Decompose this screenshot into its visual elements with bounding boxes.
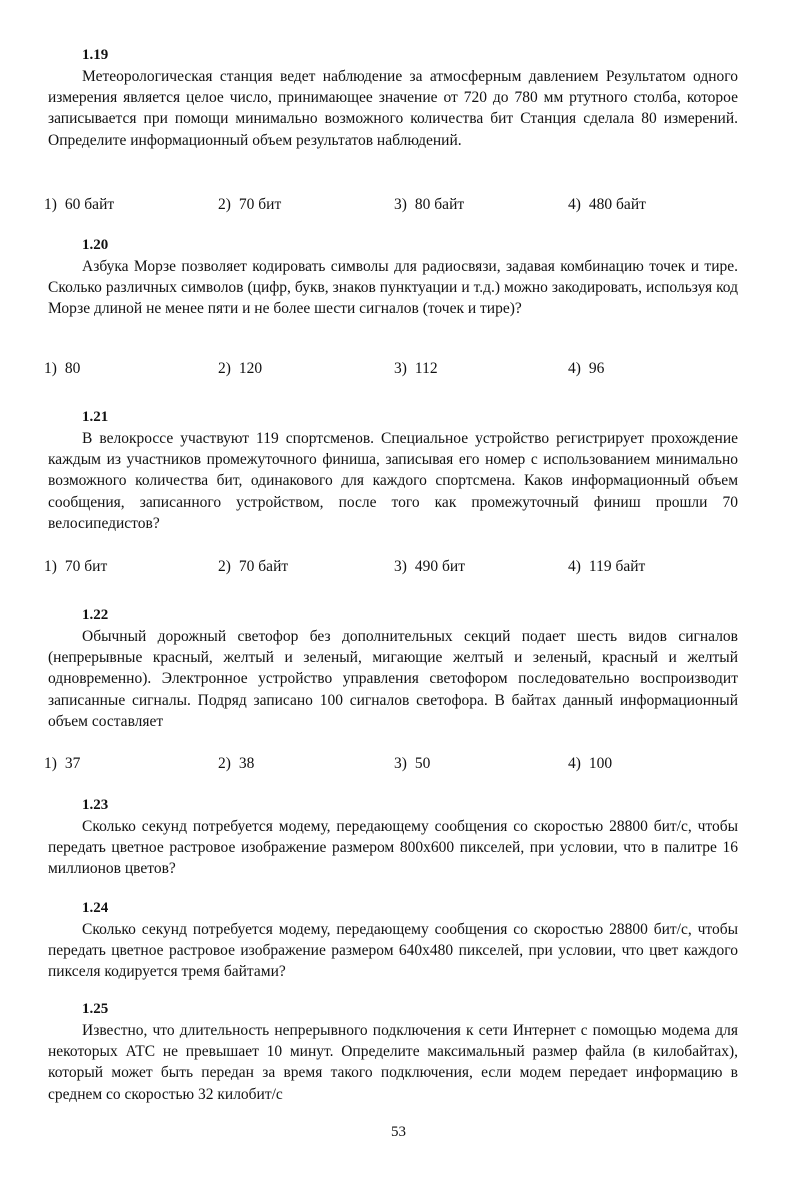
problem-text: Известно, что длительность непрерывного подключения к сети Интернет с помощью модема для некоторых АТС не превышает 10 минут. Определите максимальный размер файла (в килобайтах), который может быть передан за время такого подключения, если модем передает информацию в среднем со скоростью 32 килобит/с	[48, 1022, 738, 1103]
answer-options	[44, 360, 744, 382]
answer-option: 3) 80 байт	[394, 196, 465, 213]
problem-number: 1.23	[82, 797, 109, 813]
answer-option: 4) 96	[568, 360, 605, 377]
answer-option: 4) 100	[568, 755, 613, 772]
answer-option: 2) 70 байт	[218, 558, 289, 575]
answer-option: 2) 120	[218, 360, 263, 377]
answer-options	[44, 196, 744, 218]
answer-option: 3) 112	[394, 360, 438, 377]
problem-text: В велокроссе участвуют 119 спортсменов. Специальное устройство регистрирует прохождение каждым из участников промежуточного финиша, записывая его номер с использованием минимально возможного количества бит, одинакового для каждого спортсмена. Каков информационный объем сообщения, записанного устройством, после того как промежуточный финиш прошли 70 велосипедистов?	[48, 430, 738, 532]
answer-options	[44, 755, 744, 777]
problem-1-22	[48, 604, 738, 732]
answer-option: 4) 480 байт	[568, 196, 646, 213]
problem-1-25	[48, 998, 738, 1105]
problem-1-19	[48, 44, 738, 151]
problem-number: 1.22	[82, 607, 109, 623]
problem-number: 1.24	[82, 900, 109, 916]
answer-option: 1) 70 бит	[44, 558, 108, 575]
answer-options	[44, 558, 744, 580]
problem-number: 1.20	[82, 237, 109, 253]
problem-number: 1.19	[82, 47, 109, 63]
problem-number: 1.21	[82, 409, 109, 425]
problem-text: Азбука Морзе позволяет кодировать символы для радиосвязи, задавая комбинацию точек и тире. Сколько различных символов (цифр, букв, знаков пунктуации и т.д.) можно закодировать, используя код Морзе длиной не менее пяти и не более шести сигналов (точек и тире)?	[48, 258, 738, 318]
page-number: 53	[391, 1124, 406, 1140]
problem-1-23	[48, 794, 738, 880]
problem-text: Сколько секунд потребуется модему, передающему сообщения со скоростью 28800 бит/с, чтобы передать цветное растровое изображение размером 640х480 пикселей, при условии, что цвет каждого пикселя кодируется тремя байтами?	[48, 921, 738, 981]
problem-1-21	[48, 406, 738, 534]
problem-text: Сколько секунд потребуется модему, передающему сообщения со скоростью 28800 бит/с, чтобы передать цветное растровое изображение размером 800х600 пикселей, при условии, что в палитре 16 миллионов цветов?	[48, 818, 738, 878]
problem-1-20	[48, 234, 738, 320]
answer-option: 2) 38	[218, 755, 255, 772]
answer-option: 1) 80	[44, 360, 81, 377]
answer-option: 2) 70 бит	[218, 196, 282, 213]
answer-option: 3) 490 бит	[394, 558, 466, 575]
answer-option: 1) 60 байт	[44, 196, 115, 213]
answer-option: 1) 37	[44, 755, 81, 772]
problem-number: 1.25	[82, 1001, 109, 1017]
answer-option: 4) 119 байт	[568, 558, 646, 575]
problem-text: Обычный дорожный светофор без дополнительных секций подает шесть видов сигналов (непрерывные красный, желтый и зеленый, мигающие желтый и зеленый, красный и желтый одновременно). Электронное устройство управления светофором последовательно воспроизводит записанные сигналы. Подряд записано 100 сигналов светофора. В байтах данный информационный объем составляет	[48, 628, 738, 730]
problem-1-24	[48, 897, 738, 983]
answer-option: 3) 50	[394, 755, 431, 772]
problem-text: Метеорологическая станция ведет наблюдение за атмосферным давлением Результатом одного измерения является целое число, принимающее значение от 720 до 780 мм ртутного столба, которое записывается при помощи минимально возможного количества бит Станция сделала 80 измерений. Определите информационный объем результатов наблюдений.	[48, 68, 738, 149]
